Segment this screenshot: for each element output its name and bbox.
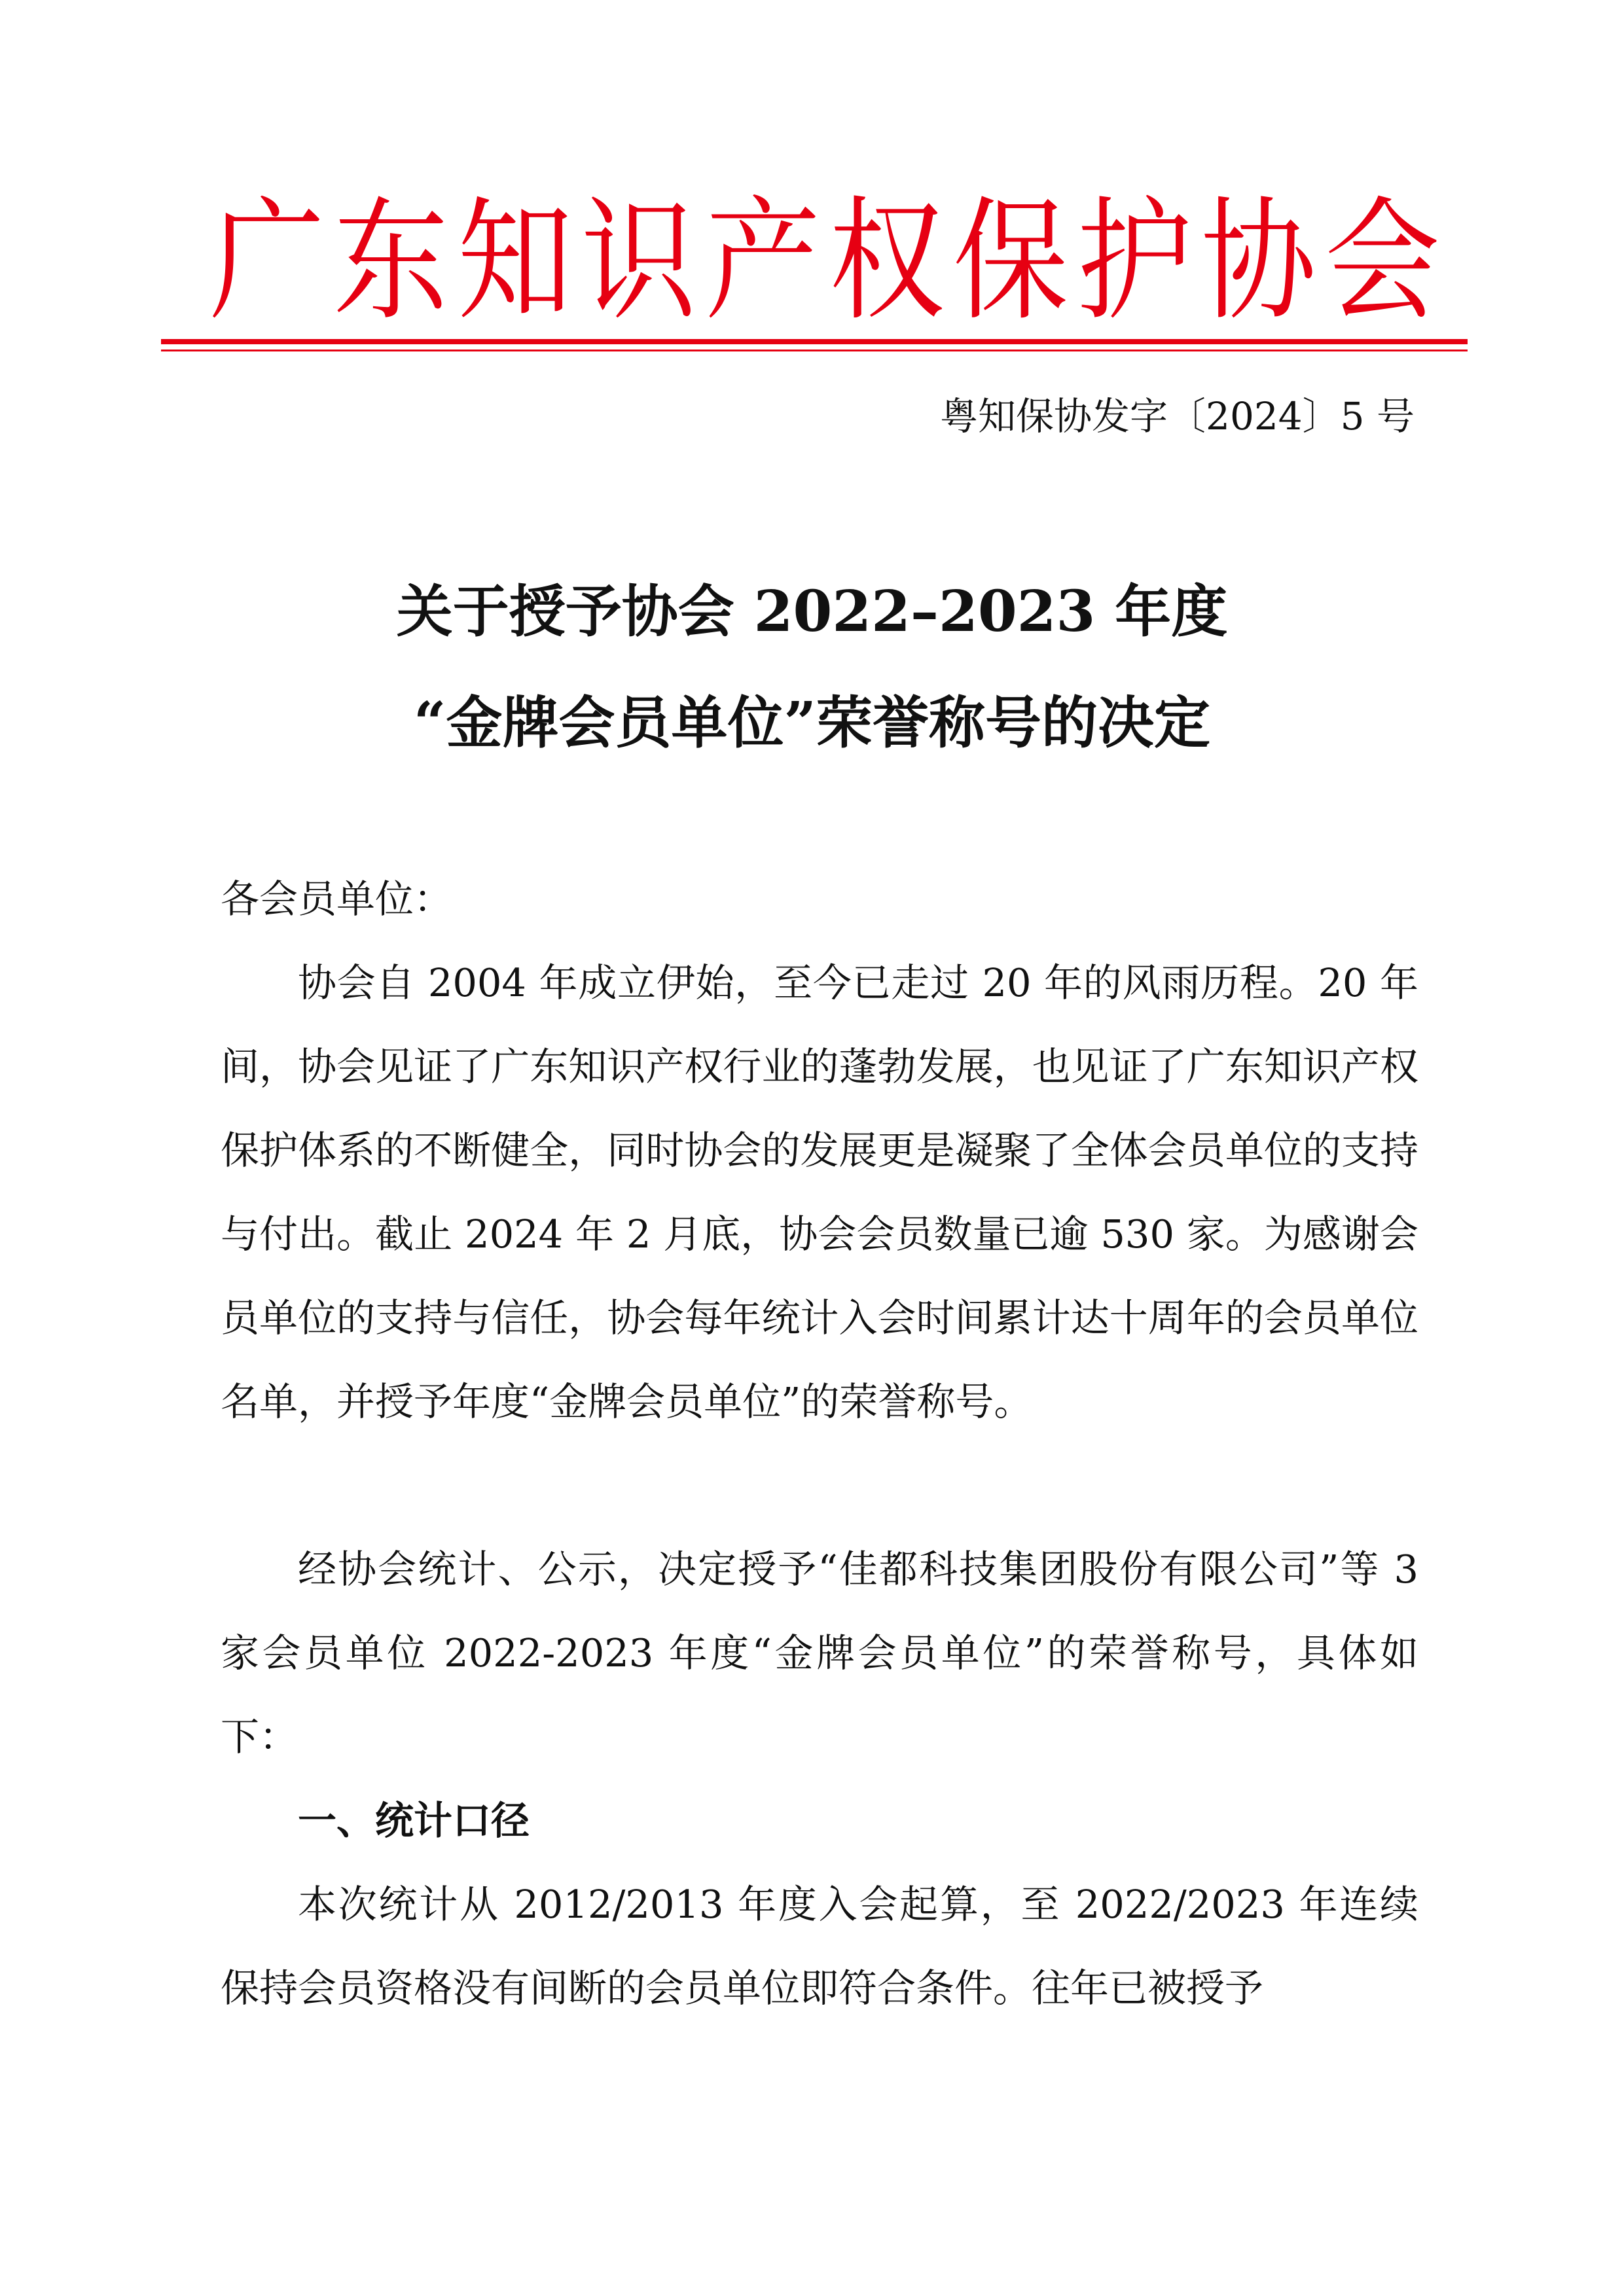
header-divider-thin — [161, 350, 1468, 351]
masthead-char: 保 — [952, 184, 1068, 339]
section-heading: 一、统计口径 — [298, 1798, 530, 1843]
masthead-char: 广 — [209, 184, 325, 339]
body-paragraph: 协会自 2004 年成立伊始，至今已走过 20 年的风雨历程。20 年间，协会见证了广东知识产权行业的蓬勃发展，也见证了广东知识产权保护体系的不断健全，同时协会的发展更是凝聚了全体会员单位的支持与付出。截止 2024 年 2 月底，协会会员数量已逾 530 家。为感谢会员单位的支持与信任，协会每年统计入会时间累计达十周年的会员单位名单，并授予年度“金牌会员单位”的荣誉称号。 — [221, 960, 1418, 1424]
body-paragraph: 本次统计从 2012/2013 年度入会起算，至 2022/2023 年连续保持会员资格没有间断的会员单位即符合条件。往年已被授予 — [221, 1882, 1418, 2011]
salutation: 各会员单位： — [221, 876, 453, 922]
masthead-char: 识 — [581, 184, 696, 339]
masthead-char: 会 — [1324, 184, 1440, 339]
organization-masthead — [209, 184, 1440, 339]
document-number: 粤知保协发字〔2024〕5 号 — [940, 394, 1415, 439]
masthead-char: 产 — [705, 184, 821, 339]
masthead-char: 协 — [1200, 184, 1316, 339]
masthead-char: 东 — [333, 184, 449, 339]
masthead-char: 护 — [1077, 184, 1193, 339]
masthead-char: 知 — [457, 184, 573, 339]
body-paragraph: 经协会统计、公示，决定授予“佳都科技集团股份有限公司”等 3 家会员单位 2022-2023 年度“金牌会员单位”的荣誉称号，具体如下： — [221, 1547, 1418, 1759]
document-title-line-2: “金牌会员单位”荣誉称号的决定 — [414, 690, 1210, 756]
header-divider-thick — [161, 339, 1468, 344]
document-title-line-1: 关于授予协会 2022–2023 年度 — [396, 579, 1228, 645]
masthead-char: 权 — [829, 184, 945, 339]
